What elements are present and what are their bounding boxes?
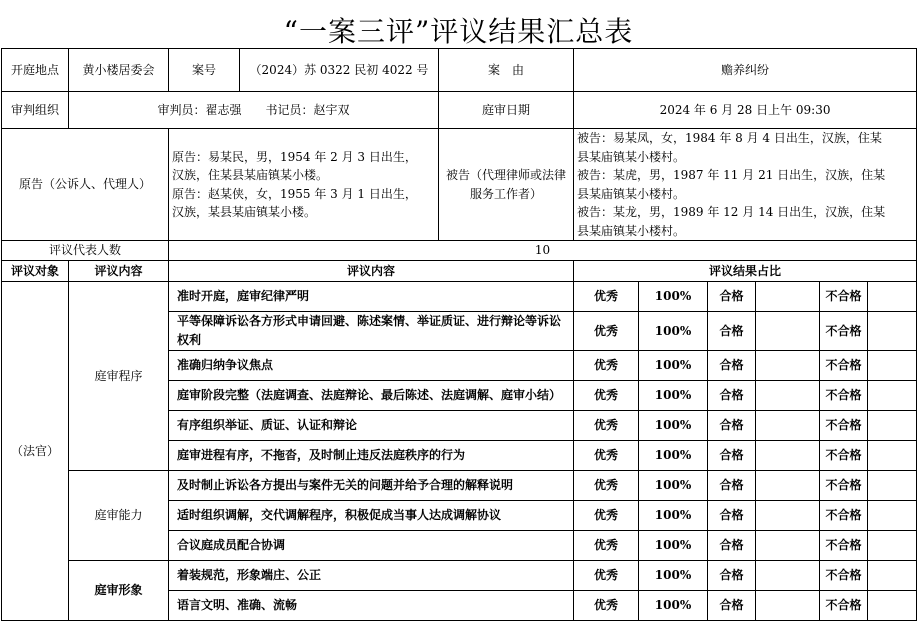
unqualified-percent: [868, 471, 917, 501]
unqualified-percent: [868, 441, 917, 471]
column-header-result: 评议结果占比: [574, 261, 917, 282]
column-header-category: 评议内容: [69, 261, 169, 282]
unqualified-percent: [868, 501, 917, 531]
qualified-label: 合格: [708, 591, 756, 621]
item-text: 着装规范，形象端庄、公正: [169, 561, 574, 591]
qualified-label: 合格: [708, 471, 756, 501]
item-text: 合议庭成员配合协调: [169, 531, 574, 561]
qualified-percent: [756, 501, 820, 531]
qualified-label: 合格: [708, 282, 756, 312]
header-row-court: [2, 49, 917, 92]
qualified-percent: [756, 441, 820, 471]
excellent-label: 优秀: [574, 312, 639, 351]
qualified-percent: [756, 471, 820, 501]
qualified-label: 合格: [708, 531, 756, 561]
table-row: [2, 561, 917, 591]
excellent-percent: 100%: [639, 531, 708, 561]
excellent-label: 优秀: [574, 441, 639, 471]
item-text: 平等保障诉讼各方形式申请回避、陈述案情、举证质证、进行辩论等诉讼权利: [169, 312, 574, 351]
qualified-label: 合格: [708, 381, 756, 411]
excellent-percent: 100%: [639, 471, 708, 501]
qualified-label: 合格: [708, 351, 756, 381]
case-no-value: （2024）苏 0322 民初 4022 号: [240, 49, 439, 92]
qualified-label: 合格: [708, 561, 756, 591]
group-name: 庭审形象: [69, 561, 169, 621]
unqualified-label: 不合格: [820, 381, 868, 411]
item-text: 准时开庭，庭审纪律严明: [169, 282, 574, 312]
header-row-panel: [2, 92, 917, 129]
group-name: 庭审程序: [69, 282, 169, 471]
defendant-label: 被告（代理律师或法律服务工作者）: [439, 129, 574, 241]
unqualified-percent: [868, 411, 917, 441]
unqualified-label: 不合格: [820, 501, 868, 531]
unqualified-percent: [868, 531, 917, 561]
excellent-label: 优秀: [574, 591, 639, 621]
unqualified-percent: [868, 282, 917, 312]
qualified-percent: [756, 531, 820, 561]
excellent-percent: 100%: [639, 312, 708, 351]
evaluation-object: （法官）: [2, 282, 69, 621]
parties-row: [2, 129, 917, 241]
item-text: 有序组织举证、质证、认证和辩论: [169, 411, 574, 441]
excellent-label: 优秀: [574, 501, 639, 531]
unqualified-percent: [868, 561, 917, 591]
item-text: 庭审进程有序，不拖沓，及时制止违反法庭秩序的行为: [169, 441, 574, 471]
excellent-label: 优秀: [574, 561, 639, 591]
column-header-content: 评议内容: [169, 261, 574, 282]
qualified-percent: [756, 411, 820, 441]
qualified-label: 合格: [708, 501, 756, 531]
excellent-percent: 100%: [639, 351, 708, 381]
trial-date-value: 2024 年 6 月 28 日上午 09:30: [574, 92, 917, 129]
representatives-label: 评议代表人数: [2, 241, 169, 261]
qualified-percent: [756, 351, 820, 381]
unqualified-label: 不合格: [820, 441, 868, 471]
defendant-cell: [574, 129, 917, 241]
unqualified-percent: [868, 312, 917, 351]
plaintiff-label: 原告（公诉人、代理人）: [2, 129, 169, 241]
trial-date-label: 庭审日期: [439, 92, 574, 129]
qualified-percent: [756, 282, 820, 312]
panel-label: 审判组织: [2, 92, 69, 129]
item-text: 准确归纳争议焦点: [169, 351, 574, 381]
plaintiff-text: 原告：易某民，男，1954 年 2 月 3 日出生， 汉族，住某县某庙镇某小楼。 原告：赵某侠，女，1955 年 3 月 1 日出生， 汉族，某县某庙镇某小楼。: [172, 149, 417, 219]
cause-label: 案 由: [439, 49, 574, 92]
excellent-label: 优秀: [574, 531, 639, 561]
qualified-percent: [756, 561, 820, 591]
unqualified-label: 不合格: [820, 282, 868, 312]
qualified-percent: [756, 312, 820, 351]
document-title: “一案三评”评议结果汇总表: [283, 15, 634, 48]
cause-value: 赡养纠纷: [574, 49, 917, 92]
excellent-percent: 100%: [639, 501, 708, 531]
unqualified-percent: [868, 591, 917, 621]
qualified-percent: [756, 381, 820, 411]
item-text: 语言文明、准确、流畅: [169, 591, 574, 621]
item-text: 及时制止诉讼各方提出与案件无关的问题并给予合理的解释说明: [169, 471, 574, 501]
excellent-percent: 100%: [639, 561, 708, 591]
qualified-label: 合格: [708, 312, 756, 351]
column-header-row: [2, 261, 917, 282]
excellent-percent: 100%: [639, 381, 708, 411]
excellent-label: 优秀: [574, 411, 639, 441]
excellent-label: 优秀: [574, 351, 639, 381]
unqualified-percent: [868, 351, 917, 381]
plaintiff-cell: [169, 129, 439, 241]
excellent-label: 优秀: [574, 282, 639, 312]
unqualified-label: 不合格: [820, 471, 868, 501]
unqualified-label: 不合格: [820, 411, 868, 441]
unqualified-label: 不合格: [820, 561, 868, 591]
excellent-percent: 100%: [639, 282, 708, 312]
table-row: [2, 282, 917, 312]
unqualified-label: 不合格: [820, 531, 868, 561]
item-text: 庭审阶段完整（法庭调查、法庭辩论、最后陈述、法庭调解、庭审小结）: [169, 381, 574, 411]
representatives-row: [2, 241, 917, 261]
panel-value: 审判员：翟志强 书记员：赵宇双: [69, 92, 439, 129]
excellent-percent: 100%: [639, 441, 708, 471]
group-name: 庭审能力: [69, 471, 169, 561]
excellent-percent: 100%: [639, 591, 708, 621]
excellent-percent: 100%: [639, 411, 708, 441]
case-no-label: 案号: [169, 49, 240, 92]
excellent-label: 优秀: [574, 471, 639, 501]
defendant-text: 被告：易某凤，女，1984 年 8 月 4 日出生，汉族，住某 县某庙镇某小楼村。 被告：某虎，男，1987 年 11 月 21 日出生，汉族，住某 县某庙镇某小楼村。 被告：某龙，男，1989 年 12 月 14 日出生，汉族，住某 县某庙镇某小楼村。: [577, 131, 886, 238]
column-header-object: 评议对象: [2, 261, 69, 282]
unqualified-percent: [868, 381, 917, 411]
court-place-value: 黄小楼居委会: [69, 49, 169, 92]
qualified-label: 合格: [708, 411, 756, 441]
table-row: [2, 471, 917, 501]
qualified-label: 合格: [708, 441, 756, 471]
unqualified-label: 不合格: [820, 591, 868, 621]
representatives-value: 10: [169, 241, 917, 261]
court-place-label: 开庭地点: [2, 49, 69, 92]
unqualified-label: 不合格: [820, 312, 868, 351]
qualified-percent: [756, 591, 820, 621]
excellent-label: 优秀: [574, 381, 639, 411]
evaluation-summary-table: [1, 48, 917, 621]
unqualified-label: 不合格: [820, 351, 868, 381]
item-text: 适时组织调解，交代调解程序，积极促成当事人达成调解协议: [169, 501, 574, 531]
